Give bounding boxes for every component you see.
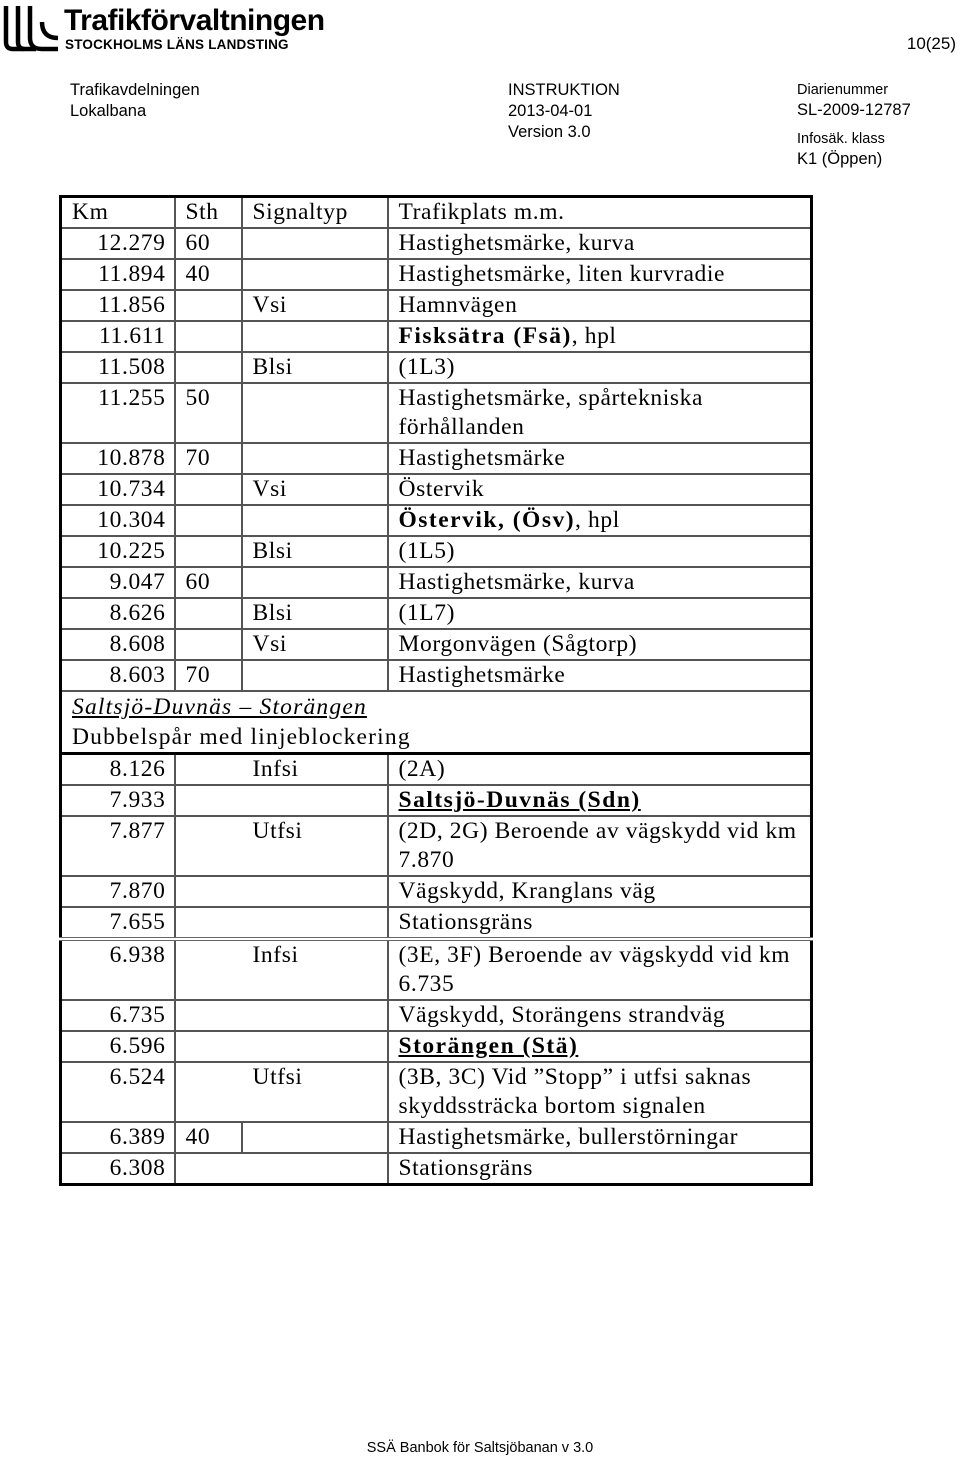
place-cell: Hastighetsmärke, liten kurvradie bbox=[388, 259, 812, 290]
header-doc-version: Version 3.0 bbox=[508, 123, 591, 141]
signal-cell bbox=[175, 785, 388, 816]
signal-cell: Utfsi bbox=[175, 816, 388, 876]
km-cell: 6.524 bbox=[61, 1062, 175, 1122]
table-row bbox=[61, 474, 812, 505]
table-row bbox=[61, 259, 812, 290]
km-cell: 8.603 bbox=[61, 660, 175, 691]
signal-cell bbox=[175, 907, 388, 939]
place-cell bbox=[388, 876, 812, 907]
section-title: Saltsjö-Duvnäs – Storängen bbox=[72, 694, 367, 720]
header-department bbox=[70, 80, 200, 122]
sth-cell: 60 bbox=[175, 228, 242, 259]
place-text: (3E, 3F) Beroende av vägskydd vid km 6.735 bbox=[398, 942, 791, 997]
place-cell: (1L5) bbox=[388, 536, 812, 567]
place-cell: Hastighetsmärke bbox=[388, 660, 812, 691]
table-row bbox=[61, 907, 812, 939]
signal-cell bbox=[242, 383, 388, 443]
km-cell: 6.735 bbox=[61, 1000, 175, 1031]
km-cell: 7.655 bbox=[61, 907, 175, 939]
place-text: Vägskydd, Storängens strandväg bbox=[398, 1002, 726, 1028]
km-cell: 8.126 bbox=[61, 754, 175, 786]
signal-cell: Vsi bbox=[242, 290, 388, 321]
km-cell: 9.047 bbox=[61, 567, 175, 598]
table-row bbox=[61, 352, 812, 383]
place-text: Stationsgräns bbox=[398, 1155, 533, 1181]
station-name: Storängen (Stä) bbox=[398, 1033, 579, 1059]
table-row bbox=[61, 660, 812, 691]
table-row bbox=[61, 567, 812, 598]
km-cell: 11.856 bbox=[61, 290, 175, 321]
header-infosak-value: K1 (Öppen) bbox=[797, 150, 883, 168]
header-infosak-label: Infosäk. klass bbox=[797, 131, 885, 147]
table-row bbox=[61, 443, 812, 474]
table-row bbox=[61, 816, 812, 876]
place-cell bbox=[388, 1122, 812, 1153]
section-header-cell bbox=[61, 691, 812, 754]
sth-cell bbox=[175, 290, 242, 321]
sth-cell bbox=[175, 474, 242, 505]
place-cell bbox=[388, 505, 812, 536]
signal-cell bbox=[242, 321, 388, 352]
table-row bbox=[61, 1153, 812, 1185]
place-text: Stationsgräns bbox=[398, 909, 533, 935]
place-cell bbox=[388, 939, 812, 1000]
place-cell bbox=[388, 321, 812, 352]
signal-cell: Infsi bbox=[175, 754, 388, 786]
table-row bbox=[61, 1062, 812, 1122]
km-cell: 6.389 bbox=[61, 1122, 175, 1153]
km-cell: 11.611 bbox=[61, 321, 175, 352]
section-header-row bbox=[61, 691, 812, 754]
km-cell: 12.279 bbox=[61, 228, 175, 259]
place-text: (2D, 2G) Beroende av vägskydd vid km 7.870 bbox=[398, 818, 797, 873]
table-row bbox=[61, 876, 812, 907]
place-cell: Hastighetsmärke bbox=[388, 443, 812, 474]
signal-cell: Blsi bbox=[242, 352, 388, 383]
sth-cell bbox=[175, 629, 242, 660]
header-department-line1: Trafikavdelningen bbox=[70, 81, 200, 99]
place-cell bbox=[388, 1031, 812, 1062]
table-row bbox=[61, 629, 812, 660]
header-sth: Sth bbox=[175, 197, 242, 229]
signal-cell bbox=[175, 1031, 388, 1062]
sth-cell bbox=[175, 536, 242, 567]
km-cell: 6.938 bbox=[61, 939, 175, 1000]
table-row bbox=[61, 228, 812, 259]
place-cell: Morgonvägen (Sågtorp) bbox=[388, 629, 812, 660]
place-text: (2A) bbox=[398, 756, 446, 782]
place-text: Vägskydd, Kranglans väg bbox=[398, 878, 656, 904]
place-cell: (1L7) bbox=[388, 598, 812, 629]
sth-cell bbox=[175, 321, 242, 352]
table-row bbox=[61, 939, 812, 1000]
place-cell: Östervik bbox=[388, 474, 812, 505]
km-cell: 8.608 bbox=[61, 629, 175, 660]
km-cell: 10.878 bbox=[61, 443, 175, 474]
sth-cell: 70 bbox=[175, 660, 242, 691]
table-row bbox=[61, 754, 812, 786]
signal-cell bbox=[242, 660, 388, 691]
place-cell: (1L3) bbox=[388, 352, 812, 383]
sth-cell bbox=[175, 598, 242, 629]
signal-cell bbox=[175, 876, 388, 907]
km-cell: 11.508 bbox=[61, 352, 175, 383]
header-trafikplats: Trafikplats m.m. bbox=[388, 197, 812, 229]
signal-cell: Utfsi bbox=[175, 1062, 388, 1122]
km-cell: 10.304 bbox=[61, 505, 175, 536]
footer: SSÄ Banbok för Saltsjöbanan v 3.0 bbox=[366, 1440, 594, 1456]
sth-cell: 40 bbox=[175, 259, 242, 290]
station-name: Saltsjö-Duvnäs (Sdn) bbox=[398, 787, 641, 813]
table-header-row bbox=[61, 197, 812, 229]
km-cell: 10.734 bbox=[61, 474, 175, 505]
place-cell bbox=[388, 1062, 812, 1122]
place-text: Hastighetsmärke, bullerstörningar bbox=[398, 1124, 739, 1150]
sth-cell bbox=[175, 352, 242, 383]
station-suffix: , hpl bbox=[575, 507, 620, 533]
km-cell: 7.870 bbox=[61, 876, 175, 907]
header-department-line2: Lokalbana bbox=[70, 102, 147, 120]
signal-cell bbox=[242, 1122, 388, 1153]
page-number: 10(25) bbox=[906, 34, 956, 53]
place-cell bbox=[388, 1153, 812, 1185]
header-document-type bbox=[508, 80, 620, 143]
place-cell bbox=[388, 1000, 812, 1031]
km-cell: 6.596 bbox=[61, 1031, 175, 1062]
station-suffix: , hpl bbox=[571, 323, 617, 349]
signal-cell: Vsi bbox=[242, 474, 388, 505]
logo bbox=[2, 2, 332, 56]
sth-cell: 50 bbox=[175, 383, 242, 443]
place-cell: Hastighetsmärke, kurva bbox=[388, 228, 812, 259]
logo-name: Trafikförvaltningen bbox=[64, 4, 325, 37]
place-cell bbox=[388, 754, 812, 786]
station-name: Östervik, (Ösv) bbox=[398, 507, 576, 533]
place-cell bbox=[388, 907, 812, 939]
table-row bbox=[61, 1122, 812, 1153]
place-cell: Hastighetsmärke, kurva bbox=[388, 567, 812, 598]
signal-cell bbox=[242, 443, 388, 474]
signal-cell: Infsi bbox=[175, 939, 388, 1000]
place-cell bbox=[388, 816, 812, 876]
header-diarienummer-value: SL-2009-12787 bbox=[797, 101, 911, 119]
header-registry bbox=[797, 80, 911, 170]
track-table bbox=[59, 195, 813, 1186]
km-cell: 8.626 bbox=[61, 598, 175, 629]
trafikforvaltningen-logo-icon bbox=[2, 2, 60, 52]
km-cell: 6.308 bbox=[61, 1153, 175, 1185]
signal-cell bbox=[175, 1153, 388, 1185]
table-row bbox=[61, 290, 812, 321]
table-row bbox=[61, 383, 812, 443]
signal-cell bbox=[242, 228, 388, 259]
km-cell: 11.255 bbox=[61, 383, 175, 443]
table-row bbox=[61, 321, 812, 352]
signal-cell: Blsi bbox=[242, 598, 388, 629]
header-diarienummer-label: Diarienummer bbox=[797, 82, 889, 98]
signal-cell bbox=[175, 1000, 388, 1031]
header-doc-type: INSTRUKTION bbox=[508, 81, 620, 99]
place-cell: Hastighetsmärke, spårtekniska förhållanden bbox=[388, 383, 812, 443]
table-row bbox=[61, 505, 812, 536]
sth-cell: 60 bbox=[175, 567, 242, 598]
section-subtitle: Dubbelspår med linjeblockering bbox=[72, 724, 411, 750]
signal-cell bbox=[242, 567, 388, 598]
signal-cell bbox=[242, 505, 388, 536]
logo-subtitle: STOCKHOLMS LÄNS LANDSTING bbox=[65, 37, 289, 52]
place-cell: Hamnvägen bbox=[388, 290, 812, 321]
km-cell: 7.877 bbox=[61, 816, 175, 876]
table-row bbox=[61, 785, 812, 816]
station-name: Fisksätra (Fsä) bbox=[398, 323, 572, 349]
header-signaltyp: Signaltyp bbox=[242, 197, 388, 229]
sth-cell: 70 bbox=[175, 443, 242, 474]
table-row bbox=[61, 598, 812, 629]
signal-cell bbox=[242, 259, 388, 290]
table-row bbox=[61, 536, 812, 567]
km-cell: 11.894 bbox=[61, 259, 175, 290]
km-cell: 10.225 bbox=[61, 536, 175, 567]
signal-cell: Vsi bbox=[242, 629, 388, 660]
km-cell: 7.933 bbox=[61, 785, 175, 816]
header-doc-date: 2013-04-01 bbox=[508, 102, 593, 120]
place-text: (3B, 3C) Vid ”Stopp” i utfsi saknas skyddssträcka bortom signalen bbox=[398, 1064, 752, 1119]
place-cell bbox=[388, 785, 812, 816]
signal-cell: Blsi bbox=[242, 536, 388, 567]
sth-cell: 40 bbox=[175, 1122, 242, 1153]
table-row bbox=[61, 1000, 812, 1031]
header-km: Km bbox=[61, 197, 175, 229]
table-row bbox=[61, 1031, 812, 1062]
sth-cell bbox=[175, 505, 242, 536]
